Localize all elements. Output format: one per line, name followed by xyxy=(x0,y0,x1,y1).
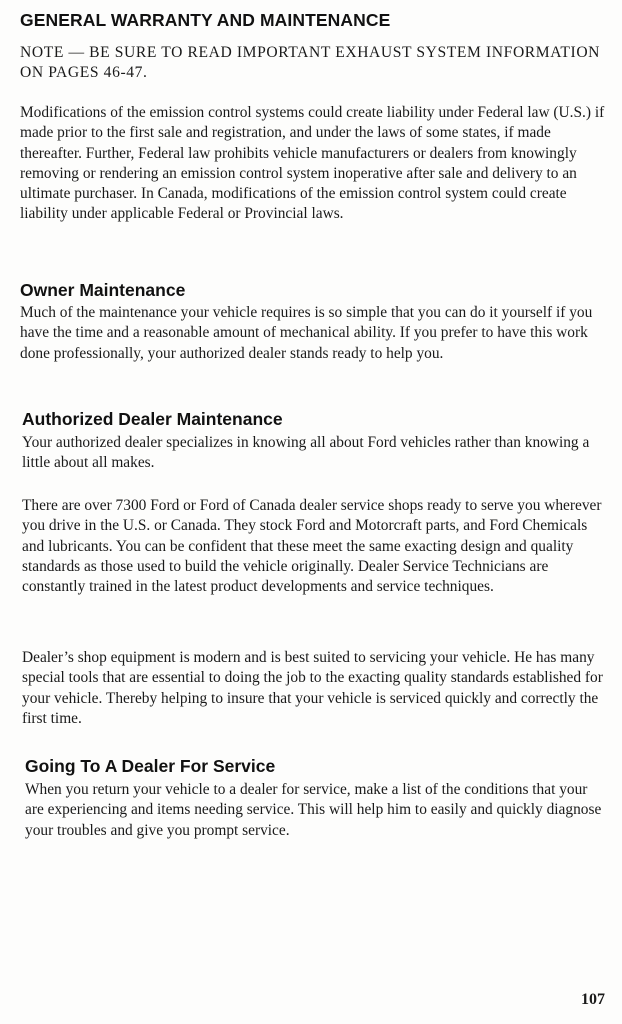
going-to-dealer-heading: Going To A Dealer For Service xyxy=(25,756,276,776)
owner-maintenance-heading: Owner Maintenance xyxy=(20,280,186,300)
exhaust-note: NOTE — BE SURE TO READ IMPORTANT EXHAUST SYSTEM INFORMATION ON PAGES 46-47. xyxy=(20,44,601,81)
authorized-dealer-paragraph-1: Your authorized dealer specializes in knowing all about Ford vehicles rather than knowing a little about all makes. xyxy=(22,434,590,472)
authorized-dealer-paragraph-2: There are over 7300 Ford or Ford of Canada dealer service shops ready to serve you wherever you drive in the U.S. or Canada. They stock Ford and Motorcraft parts, and Ford Chemicals and lubricants. You can be confident that these meet the same exacting design and quality standards as those used to build the vehicle originally. Dealer Service Technicians are constantly trained in the latest product developments and service techniques. xyxy=(22,497,602,596)
going-to-dealer-paragraph: When you return your vehicle to a dealer for service, make a list of the conditions that your are experiencing and items needing service. This will help him to easily and quickly diagnose your troubles and give you prompt service. xyxy=(25,781,602,839)
emission-paragraph: Modifications of the emission control systems could create liability under Federal law (U.S.) if made prior to the first sale and registration, and under the laws of some states, if made thereafter. Further, Federal law prohibits vehicle manufacturers or dealers from knowingly removing or rendering an emission control system inoperative after sale and delivery to an ultimate purchaser. In Canada, modifications of the emission control system could create liability under applicable Federal or Provincial laws. xyxy=(20,104,605,223)
page-title: GENERAL WARRANTY AND MAINTENANCE xyxy=(20,10,391,30)
authorized-dealer-paragraph-3: Dealer’s shop equipment is modern and is best suited to servicing your vehicle. He has many special tools that are essential to doing the job to the exacting quality standards established for your vehicle. Thereby helping to insure that your vehicle is serviced quickly and correctly the first time. xyxy=(22,649,603,727)
owner-maintenance-paragraph: Much of the maintenance your vehicle requires is so simple that you can do it yourself if you have the time and a reasonable amount of mechanical ability. If you prefer to have this work done professionally, your authorized dealer stands ready to help you. xyxy=(20,304,593,362)
page-number: 107 xyxy=(581,991,605,1008)
authorized-dealer-heading: Authorized Dealer Maintenance xyxy=(22,409,283,429)
